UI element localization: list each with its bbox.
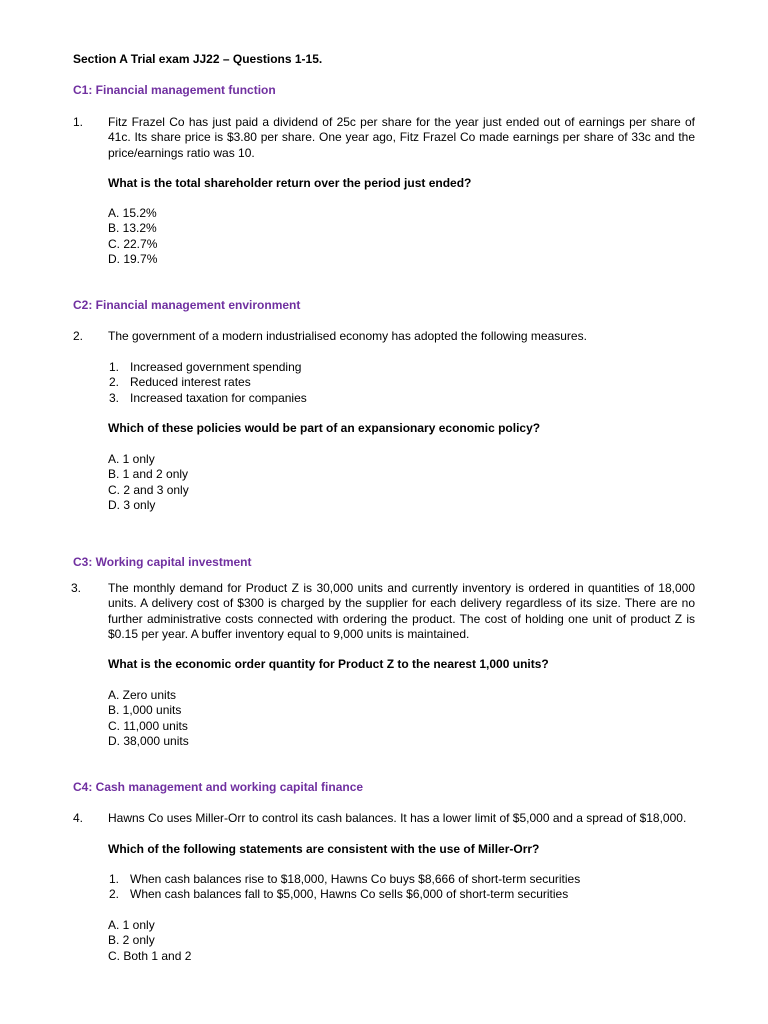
statement-item: 2. When cash balances fall to $5,000, Hawns Co sells $6,000 of short-term securities: [109, 887, 569, 902]
question-4-text: Hawns Co uses Miller-Orr to control its cash balances. It has a lower limit of $5,000 and a spread of $18,000.: [108, 811, 687, 825]
question-number-2: 2.: [73, 329, 84, 343]
option-a: A. 1 only: [108, 452, 155, 466]
measure-item: 1. Increased government spending: [109, 360, 302, 374]
question-4-prompt: Which of the following statements are consistent with the use of Miller-Orr?: [108, 842, 540, 856]
option-a: A. 15.2%: [108, 206, 157, 220]
question-number-1: 1.: [73, 115, 84, 129]
option-b: B. 1 and 2 only: [108, 467, 189, 482]
question-3-text: The monthly demand for Product Z is 30,000 units and currently inventory is ordered in quantities of 18,000 units. A delivery cost of $300 is charged by the supplier for each delivery regardless of its size. There are no further administrative costs connected with ordering the product. The cost of holding one unit of product Z is $0.15 per year. A buffer inventory equal to 9,000 units is maintained.: [108, 581, 695, 641]
option-c: C. Both 1 and 2: [108, 948, 192, 963]
option-d: D. 19.7%: [108, 251, 158, 266]
option-b: B. 1,000 units: [108, 703, 182, 718]
option-a: A. Zero units: [108, 688, 177, 702]
question-3-options: [108, 688, 189, 749]
option-a: A. 1 only: [108, 918, 155, 932]
question-2-prompt: Which of these policies would be part of an expansionary economic policy?: [108, 421, 541, 435]
question-1-text: Fitz Frazel Co has just paid a dividend of 25c per share for the year just ended out of earnings per share of 41c. Its share price is $3.80 per share. One year ago, Fitz Frazel Co made earnings per share of 33c and the price/earnings ratio was 10.: [108, 115, 695, 160]
section-heading-c2: C2: Financial management environment: [73, 298, 301, 312]
option-c: C. 22.7%: [108, 236, 158, 251]
document-title: Section A Trial exam JJ22 – Questions 1-15.: [73, 52, 323, 66]
option-b: B. 2 only: [108, 933, 155, 948]
question-2-options: [108, 452, 189, 513]
option-b: B. 13.2%: [108, 221, 157, 236]
statement-item: 1. When cash balances rise to $18,000, Hawns Co buys $8,666 of short-term securities: [109, 872, 581, 886]
section-heading-c3: C3: Working capital investment: [73, 555, 252, 569]
question-1-prompt: What is the total shareholder return over the period just ended?: [108, 176, 472, 190]
question-number-4: 4.: [73, 811, 84, 825]
question-number-3: 3.: [71, 581, 82, 595]
question-2-text: The government of a modern industrialised economy has adopted the following measures.: [108, 329, 587, 343]
question-3-prompt: What is the economic order quantity for Product Z to the nearest 1,000 units?: [108, 657, 549, 671]
option-d: D. 38,000 units: [108, 733, 189, 748]
measure-item: 2. Reduced interest rates: [109, 375, 251, 390]
question-4-statements-list: [108, 872, 580, 903]
question-1-options: [108, 206, 157, 267]
question-2-measures-list: [108, 360, 307, 406]
section-heading-c1: C1: Financial management function: [73, 83, 276, 97]
question-4-options: [108, 918, 191, 964]
option-c: C. 11,000 units: [108, 718, 188, 733]
option-d: D. 3 only: [108, 497, 156, 512]
option-c: C. 2 and 3 only: [108, 482, 189, 497]
section-heading-c4: C4: Cash management and working capital finance: [73, 780, 364, 794]
measure-item: 3. Increased taxation for companies: [109, 390, 307, 405]
